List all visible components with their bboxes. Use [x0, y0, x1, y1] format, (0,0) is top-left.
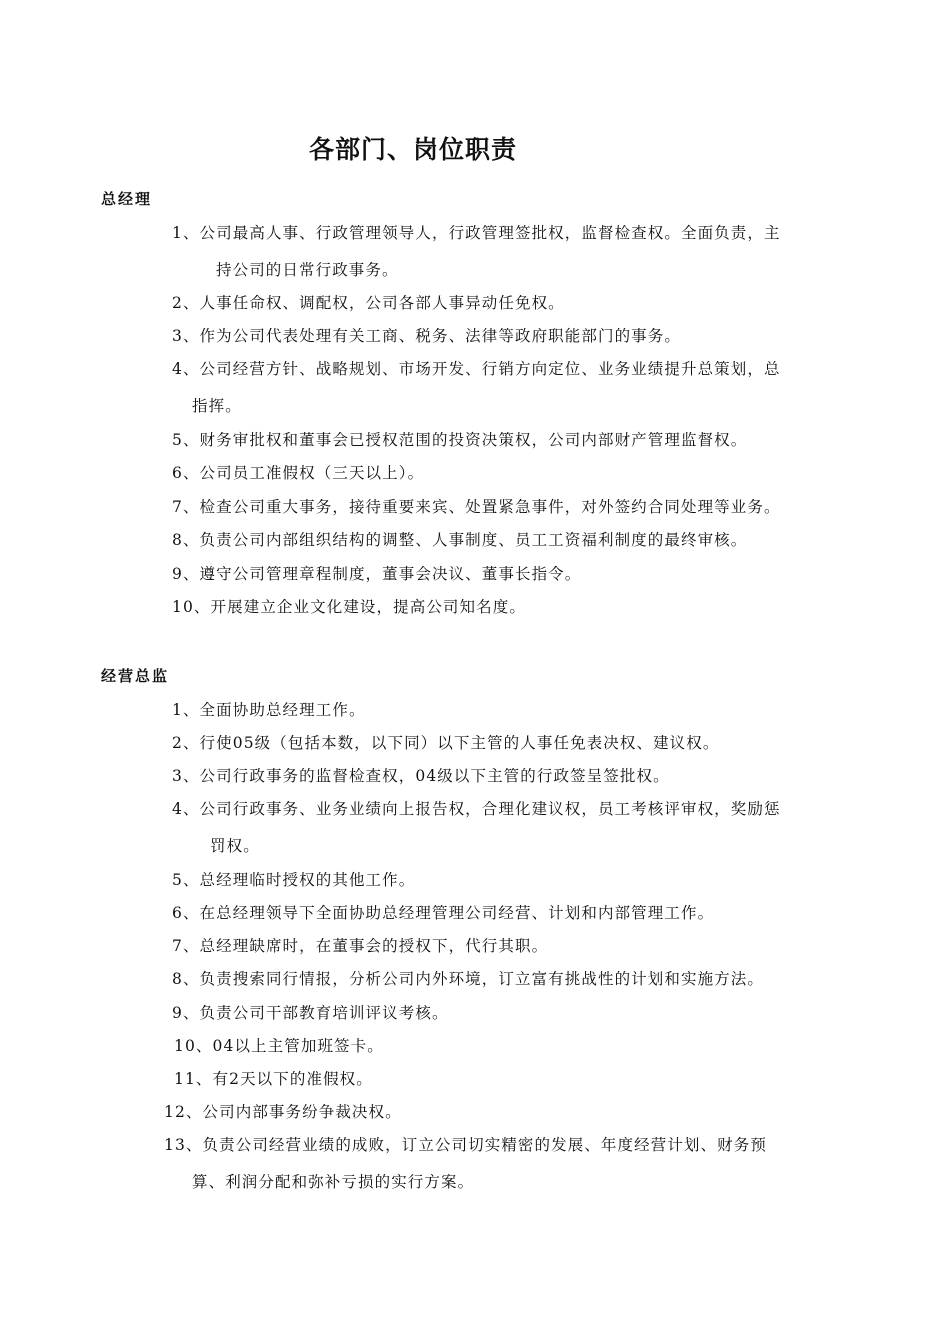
item-text: 11、有2天以下的准假权。	[174, 1070, 373, 1088]
item-text: 3、作为公司代表处理有关工商、税务、法律等政府职能部门的事务。	[172, 327, 681, 345]
item-text: 7、检查公司重大事务，接待重要来宾、处置紧急事件，对外签约合同处理等业务。	[172, 498, 781, 516]
list-item	[172, 429, 812, 451]
list-item	[172, 563, 812, 585]
page-title: 各部门、岗位职责	[308, 135, 517, 164]
item-text: 2、人事任命权、调配权，公司各部人事异动任免权。	[172, 294, 565, 312]
list-item	[172, 935, 812, 957]
section-heading-operations-director: 经营总监	[101, 667, 170, 685]
list-item	[172, 596, 812, 618]
list-item	[172, 462, 812, 484]
item-text: 1、公司最高人事、行政管理领导人，行政管理签批权，监督检查权。全面负责，主	[172, 224, 781, 242]
list-item	[172, 902, 812, 924]
item-text: 4、公司经营方针、战略规划、市场开发、行销方向定位、业务业绩提升总策划，总	[172, 360, 781, 378]
list-item	[172, 325, 812, 347]
list-item	[164, 1101, 804, 1123]
item-text: 5、总经理临时授权的其他工作。	[172, 871, 416, 889]
item-text-continued: 罚权。	[210, 837, 260, 855]
item-text: 12、公司内部事务纷争裁决权。	[164, 1103, 402, 1121]
item-text: 9、负责公司干部教育培训评议考核。	[172, 1004, 449, 1022]
item-text: 3、公司行政事务的监督检查权，04级以下主管的行政签呈签批权。	[172, 767, 670, 785]
list-item	[164, 1134, 804, 1193]
item-text: 6、公司员工准假权（三天以上）。	[172, 464, 425, 482]
item-text: 9、遵守公司管理章程制度，董事会决议、董事长指令。	[172, 565, 582, 583]
list-item	[172, 968, 812, 990]
list-item	[172, 529, 812, 551]
section-heading-general-manager: 总经理	[101, 190, 153, 208]
list-item	[172, 869, 812, 891]
list-item	[172, 222, 812, 281]
list-item	[172, 765, 812, 787]
list-item	[174, 1068, 814, 1090]
list-item	[172, 292, 812, 314]
list-item	[172, 732, 812, 754]
item-text-continued: 指挥。	[192, 397, 242, 415]
list-item	[172, 798, 812, 857]
item-text: 8、负责搜索同行情报，分析公司内外环境，订立富有挑战性的计划和实施方法。	[172, 970, 764, 988]
item-text: 2、行使05级（包括本数，以下同）以下主管的人事任免表决权、建议权。	[172, 734, 720, 752]
item-text: 10、开展建立企业文化建设，提高公司知名度。	[172, 598, 526, 616]
list-item	[172, 699, 812, 721]
item-text: 6、在总经理领导下全面协助总经理管理公司经营、计划和内部管理工作。	[172, 904, 715, 922]
item-text: 5、财务审批权和董事会已授权范围的投资决策权，公司内部财产管理监督权。	[172, 431, 748, 449]
item-text: 13、负责公司经营业绩的成败，订立公司切实精密的发展、年度经营计划、财务预	[164, 1136, 767, 1154]
item-text-continued: 算、利润分配和弥补亏损的实行方案。	[192, 1173, 475, 1191]
item-text: 4、公司行政事务、业务业绩向上报告权，合理化建议权，员工考核评审权，奖励惩	[172, 800, 781, 818]
list-item	[172, 358, 812, 417]
list-item	[172, 496, 812, 518]
list-item	[174, 1035, 814, 1057]
item-text: 8、负责公司内部组织结构的调整、人事制度、员工工资福利制度的最终审核。	[172, 531, 748, 549]
item-text: 7、总经理缺席时，在董事会的授权下，代行其职。	[172, 937, 549, 955]
list-item	[172, 1002, 812, 1024]
item-text-continued: 持公司的日常行政事务。	[216, 261, 399, 279]
item-text: 10、04以上主管加班签卡。	[174, 1037, 384, 1055]
item-text: 1、全面协助总经理工作。	[172, 701, 366, 719]
